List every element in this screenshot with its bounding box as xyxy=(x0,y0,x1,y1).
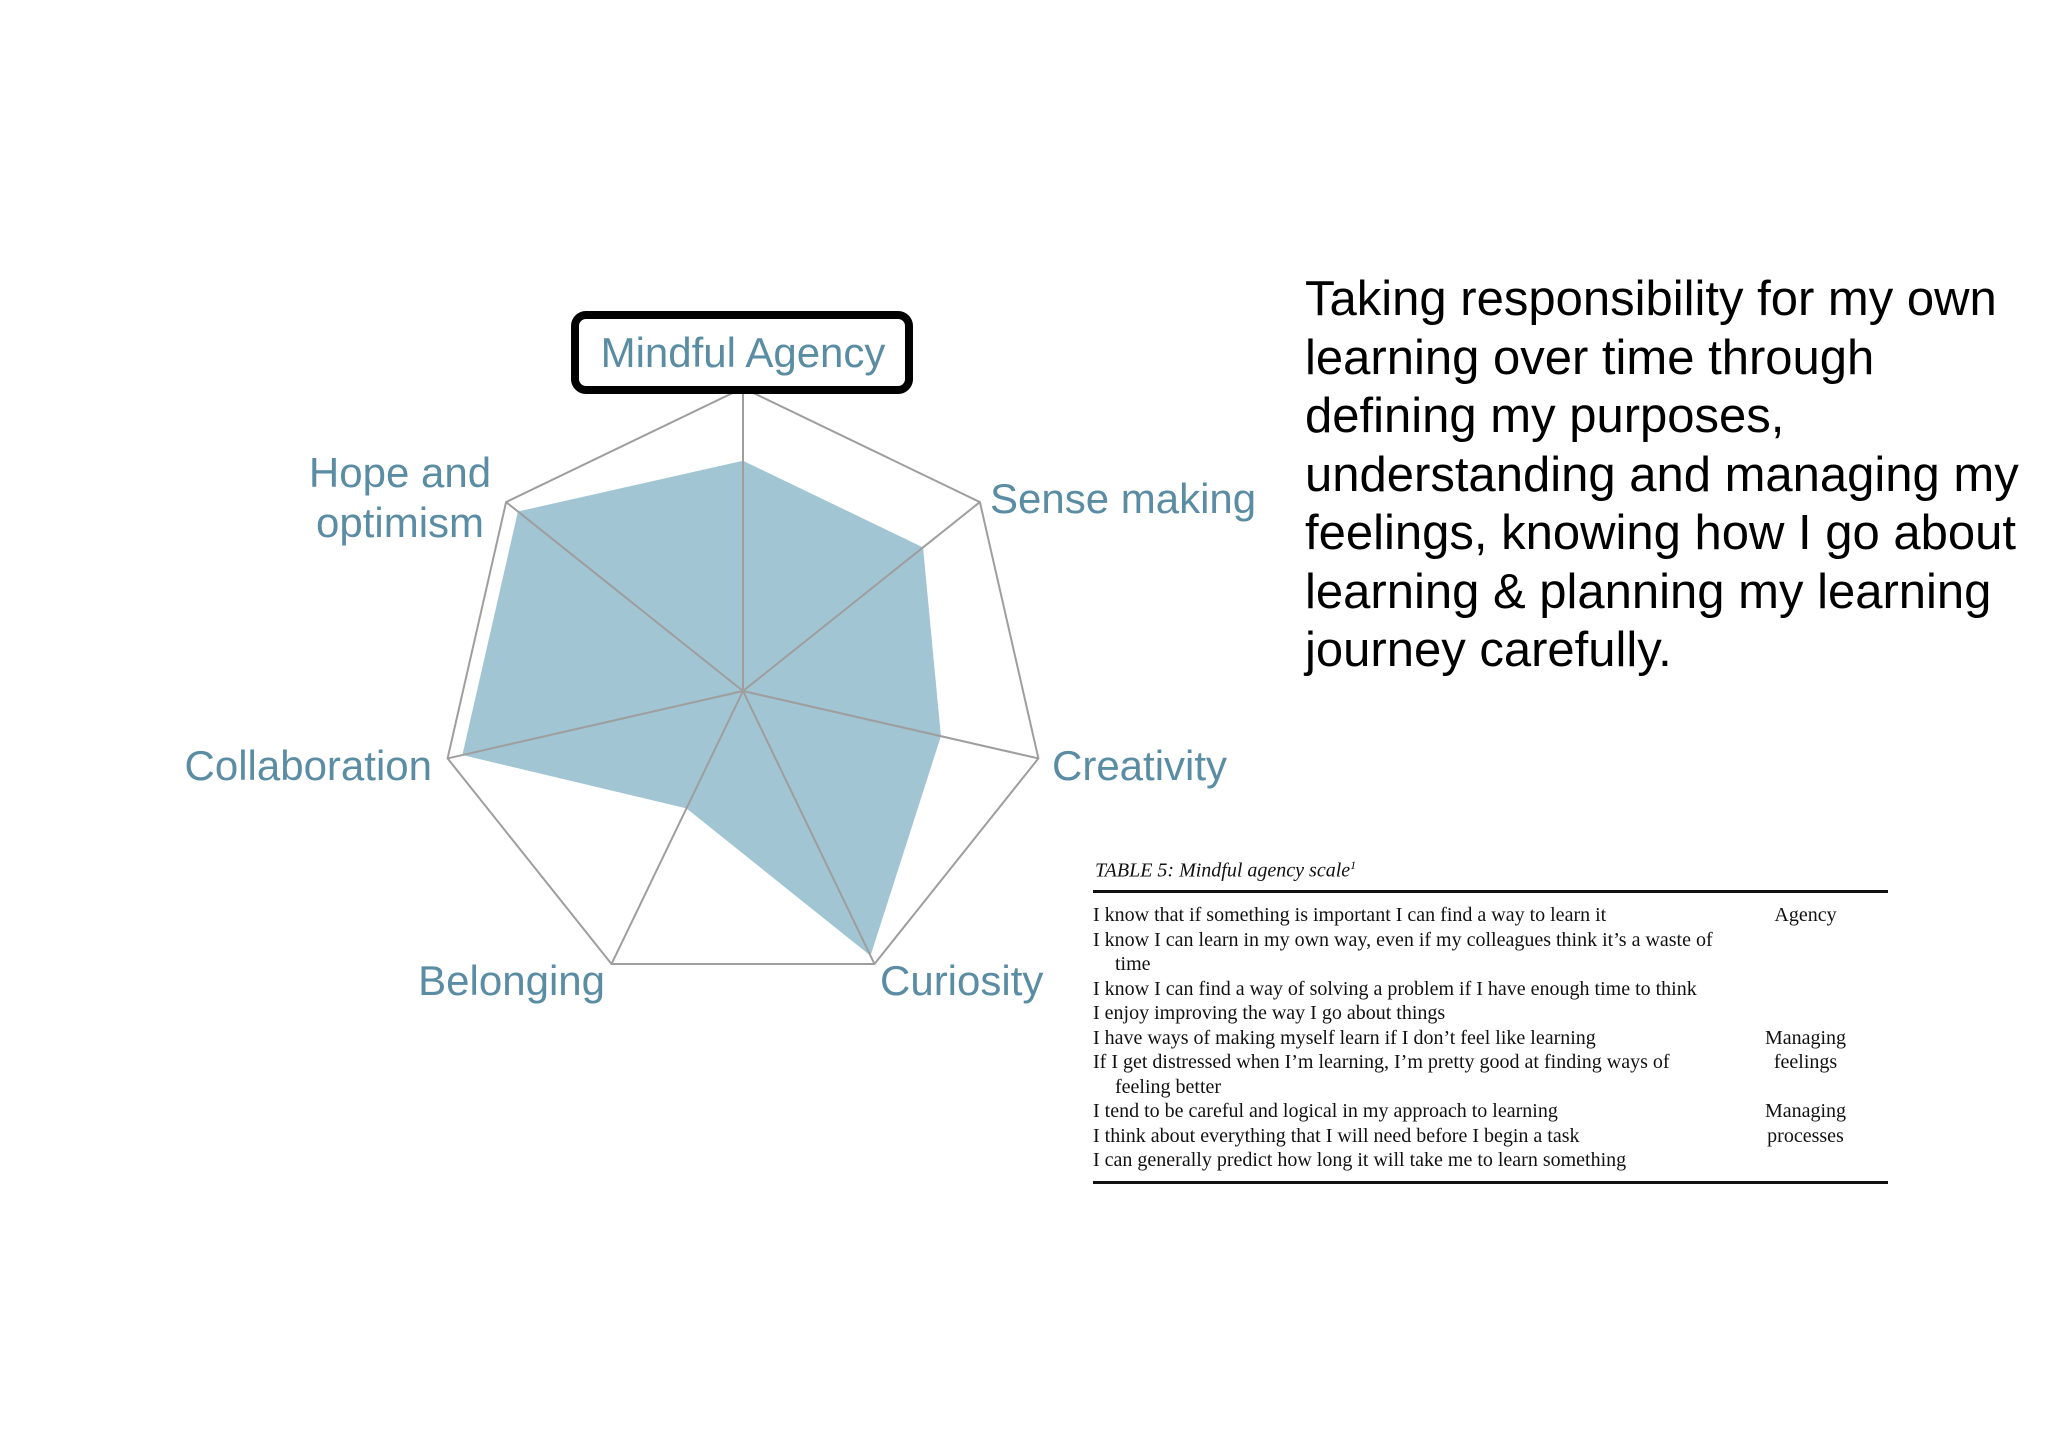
table-row xyxy=(1093,903,1888,928)
axis-label-mindful-agency: Mindful Agency xyxy=(600,329,886,376)
table-item: I know that if something is important I can find a way to learn it xyxy=(1093,904,1607,926)
table-row xyxy=(1093,1148,1888,1173)
table-category: Managing xyxy=(1764,1026,1847,1049)
table-item: I enjoy improving the way I go about things xyxy=(1093,1002,1446,1024)
axis-label-curiosity: Curiosity xyxy=(880,957,1044,1004)
table-item: I tend to be careful and logical in my approach to learning xyxy=(1093,1100,1558,1122)
table-category: processes xyxy=(1767,1124,1844,1147)
table-row xyxy=(1093,1026,1888,1051)
table-body xyxy=(1093,893,1888,1181)
table-category: feelings xyxy=(1773,1051,1838,1073)
description-text: Taking responsibility for my own learning over time through defining my purposes, understanding and managing my feelings, knowing how I go about learning & planning my learning journey carefully. xyxy=(1305,272,2019,677)
mindful-agency-table xyxy=(1093,850,1888,1184)
table-item: I know I can find a way of solving a problem if I have enough time to think xyxy=(1093,977,1697,1000)
table-caption xyxy=(1095,850,1888,880)
table-caption-text: TABLE 5: Mindful agency scale xyxy=(1095,859,1351,882)
axis-label-creativity: Creativity xyxy=(1052,742,1228,789)
radar-data-polygon xyxy=(462,461,941,956)
table-row xyxy=(1093,1001,1888,1026)
axis-label-hope-and-optimism-line-2: optimism xyxy=(315,499,485,546)
table-category: Managing xyxy=(1764,1100,1847,1122)
table-caption-footnote: 1 xyxy=(1350,858,1357,872)
table-row xyxy=(1093,1099,1888,1124)
axis-label-sense-making: Sense making xyxy=(990,475,1257,522)
table-item: I can generally predict how long it will take me to learn something xyxy=(1093,1149,1627,1171)
table-item: If I get distressed when I’m learning, I’m pretty good at finding ways of feeling better xyxy=(1093,1051,1670,1098)
table-category xyxy=(1733,1148,1888,1173)
table-item: I think about everything that I will need before I begin a task xyxy=(1093,1124,1580,1147)
table-item: I have ways of making myself learn if I don’t feel like learning xyxy=(1093,1026,1596,1049)
table-bottom-rule xyxy=(1093,1181,1888,1184)
axis-label-belonging: Belonging xyxy=(418,957,605,1004)
axis-label-collaboration: Collaboration xyxy=(184,742,432,789)
table-category xyxy=(1733,1001,1888,1026)
axis-label-hope-and-optimism-line-1: Hope and xyxy=(308,449,492,496)
table-category xyxy=(1733,977,1888,1002)
table-row xyxy=(1093,928,1888,977)
table-row xyxy=(1093,1124,1888,1149)
table-category: Agency xyxy=(1774,904,1837,926)
table-row xyxy=(1093,1050,1888,1099)
table-row xyxy=(1093,977,1888,1002)
table-category xyxy=(1733,928,1888,977)
table-item: I know I can learn in my own way, even if my colleagues think it’s a waste of time xyxy=(1093,928,1713,975)
